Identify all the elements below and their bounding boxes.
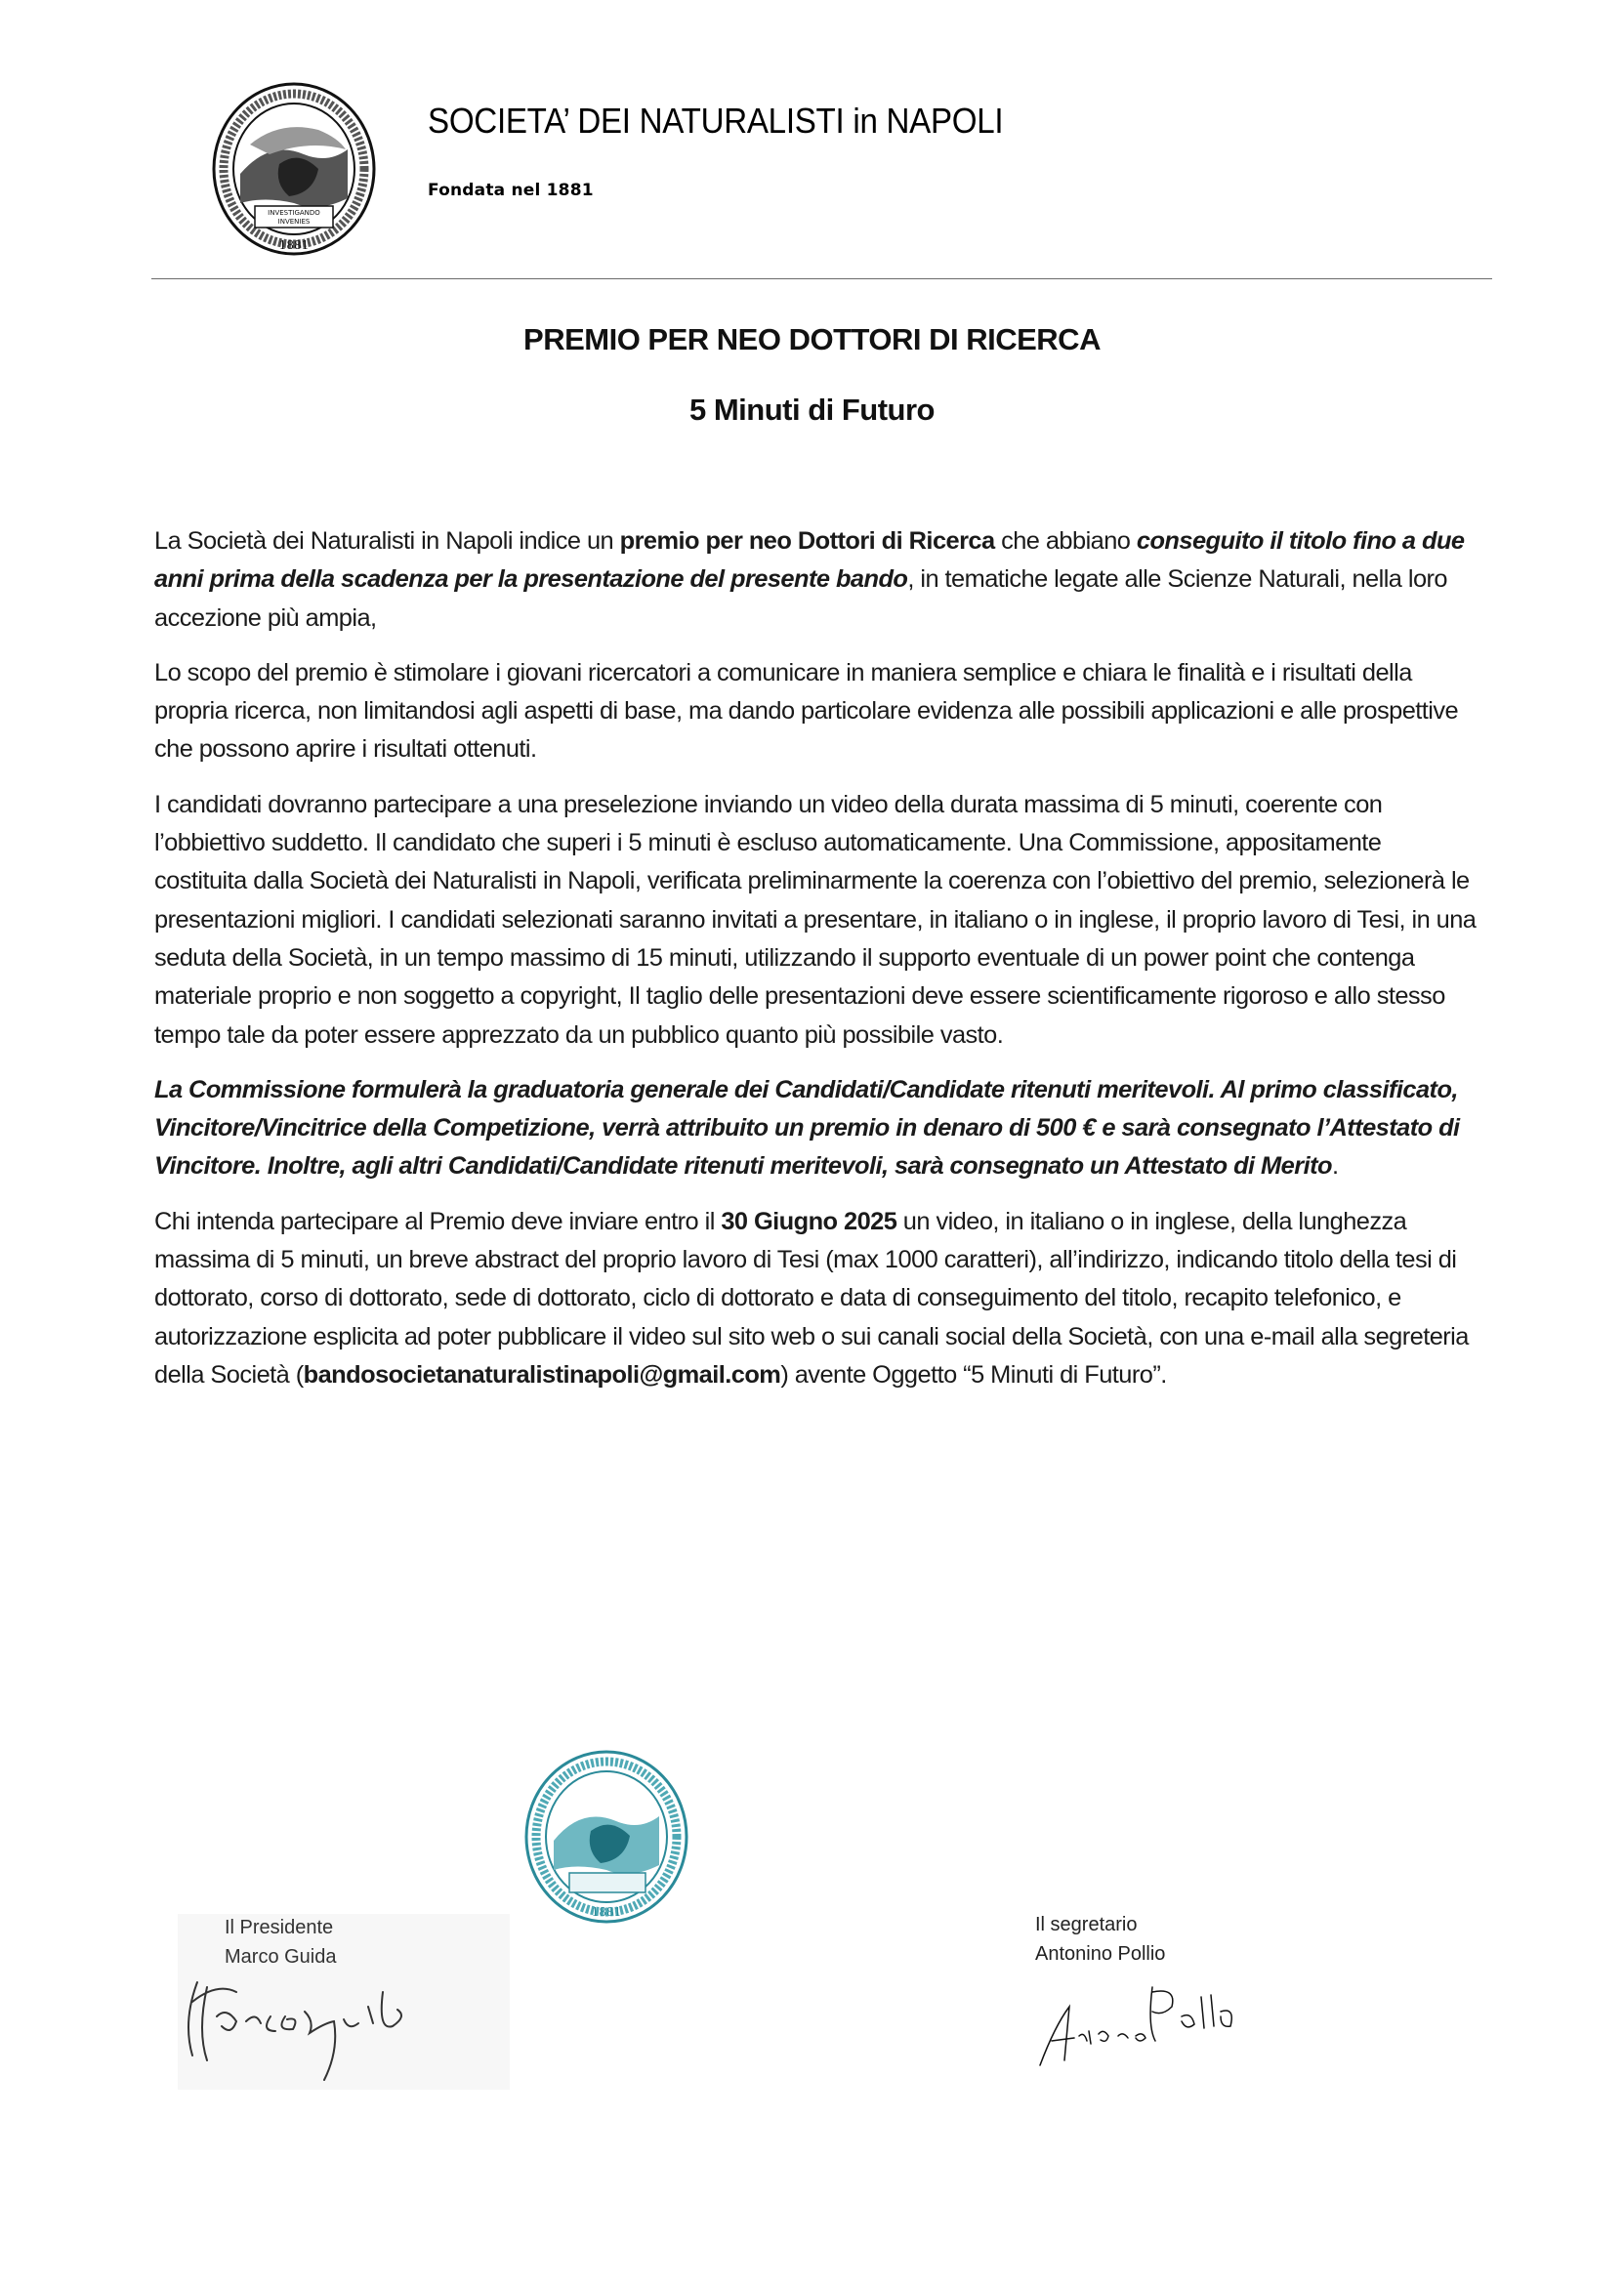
document-title: PREMIO PER NEO DOTTORI DI RICERCA — [523, 322, 1101, 356]
president-role: Il Presidente — [225, 1917, 334, 1938]
seal-motto-2: INVENIES — [277, 218, 311, 226]
text: Chi intenda partecipare al Premio deve inviare entro il — [154, 1207, 722, 1235]
secretary-role: Il segretario — [1035, 1914, 1138, 1935]
paragraph-intro — [154, 522, 1478, 638]
founded-text: Fondata nel 1881 — [428, 181, 594, 200]
seal-year: 1881 — [591, 1905, 622, 1919]
text: che abbiano — [994, 527, 1137, 555]
paragraph-purpose: Lo scopo del premio è stimolare i giovani ricercatori a comunicare in maniera semplice e chiara le finalità e i risultati della propria ricerca, non limitandosi agli aspetti di base, ma dando particolare evidenza alle possibili applicazioni e alle prospettive che possono aprire i risultati ottenuti. — [154, 658, 1459, 764]
seal-motto-1: INVESTIGANDO — [268, 209, 320, 217]
text: ) avente Oggetto “5 Minuti di Futuro”. — [780, 1360, 1167, 1389]
document-body — [154, 522, 1478, 1411]
president-name: Marco Guida — [225, 1946, 337, 1968]
header-divider — [151, 278, 1492, 279]
bold-italic-text: La Commissione formulerà la graduatoria generale dei Candidati/Candidate ritenuti meritevoli. Al primo classificato, Vincitore/Vincitrice della Competizione, verrà attribuito un premio in denaro di 500 € e sarà consegnato l’Attestato di Vincitore. Inoltre, agli altri Candidati/Candidate ritenuti meritevoli, sarà consegnato un Attestato di Merito — [154, 1075, 1460, 1181]
society-seal-logo — [211, 81, 377, 257]
text: La Società dei Naturalisti in Napoli indice un — [154, 527, 620, 555]
text: un video, in italiano o in inglese, della lunghezza massima di 5 minuti, un breve abstract del proprio lavoro di Tesi (max 1000 caratteri), all’indirizzo, indicando titolo della tesi di dottorato, corso di dottorato, sede di dottorato, ciclo di dottorato e data di conseguimento del titolo, recapito telefonico, e autorizzazione esplicita ad poter pubblicare il video sul sito web o sui canali social della Società, con una e-mail alla segreteria della Società ( — [154, 1207, 1469, 1389]
seal-year: 1881 — [278, 238, 310, 252]
president-signature — [178, 1963, 529, 2090]
paragraph-procedure: I candidati dovranno partecipare a una preselezione inviando un video della durata massima di 5 minuti, coerente con l’obbiettivo suddetto. Il candidato che superi i 5 minuti è escluso automaticamente. Una Commissione, appositamente costituita dalla Società dei Naturalisti in Napoli, verificata preliminarmente la coerenza con l’obiettivo del premio, selezionerà le presentazioni migliori. I candidati selezionati saranno invitati a presentare, in italiano o in inglese, il proprio lavoro di Tesi, in una seduta della Società, in un tempo massimo di 15 minuti, utilizzando il supporto eventuale di un power point che contenga materiale proprio e non soggetto a copyright, Il taglio delle presentazioni deve essere scientificamente rigoroso e allo stesso tempo tale da poter essere apprezzato da un pubblico quanto più possibile vasto. — [154, 790, 1477, 1049]
deadline: 30 Giugno 2025 — [721, 1207, 897, 1235]
secretary-signature — [1030, 1968, 1284, 2075]
text: , in tematiche legate alle Scienze Naturali, nella loro accezione più ampia, — [154, 565, 1448, 632]
document-subtitle: 5 Minuti di Futuro — [688, 393, 935, 427]
bold-text: premio per neo Dottori di Ricerca — [619, 527, 995, 555]
society-seal-stamp — [522, 1748, 690, 1926]
organization-name: SOCIETA’ DEI NATURALISTI in NAPOLI — [428, 101, 1004, 141]
secretary-name: Antonino Pollio — [1035, 1943, 1166, 1965]
paragraph-prize — [154, 1071, 1478, 1186]
text: . — [1331, 1152, 1339, 1181]
bold-italic-text: conseguito il titolo fino a due anni prima della scadenza per la presentazione del presente bando — [154, 527, 1465, 594]
email-address[interactable]: bandosocietanaturalistinapoli@gmail.com — [303, 1360, 781, 1389]
paragraph-submission — [154, 1203, 1478, 1394]
